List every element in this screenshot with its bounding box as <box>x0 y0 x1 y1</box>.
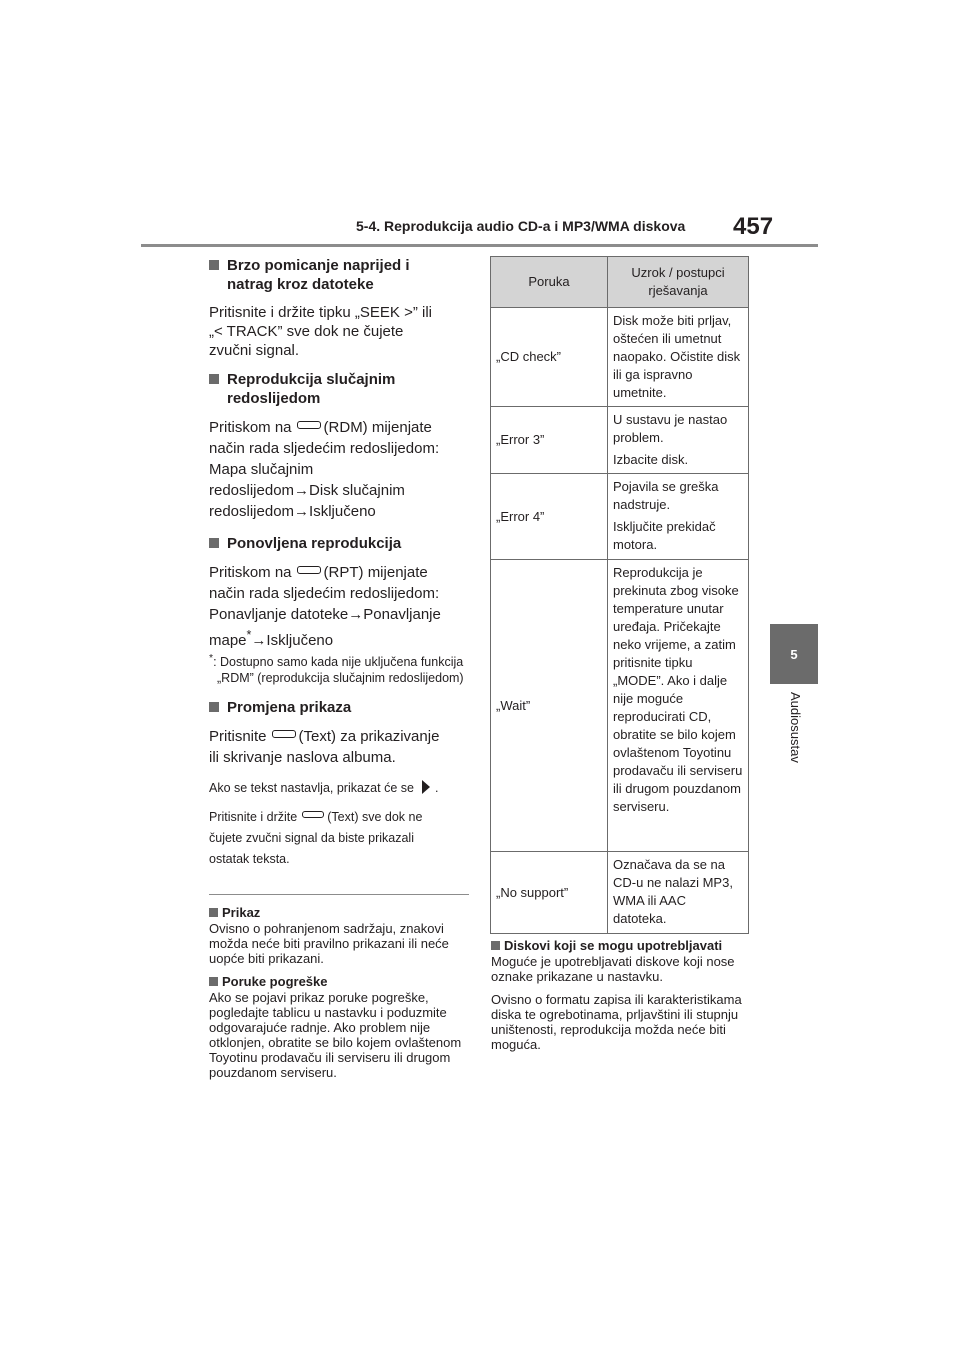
table-header-row <box>491 257 749 308</box>
subheading-error-messages: Poruke pogreške <box>209 974 469 990</box>
text-random: Pritiskom na (RDM) mijenjate način rada sljedećim redoslijedom: Mapa slučajnim redoslijedom→Disk slučajnim redoslijedom→Isključeno <box>209 419 440 520</box>
square-bullet-icon <box>209 908 218 917</box>
play-arrow-icon <box>422 780 430 794</box>
chapter-tab-number: 5 <box>790 646 798 662</box>
table-cell-cause: Reprodukcija je prekinuta zbog visoke temperature unutar uređaja. Pričekajte neko vrijeme, a zatim pritisnite tipku „MODE”. Ako i dalje nije moguće reproducirati CD, obratite se bilo kojem ovlaštenom Toyotinu prodavaču ili serviseru ili drugom pouzdanom serviseru. <box>608 560 749 852</box>
table-row <box>491 308 749 407</box>
chapter-label <box>787 692 807 792</box>
square-bullet-icon <box>209 374 219 384</box>
square-bullet-icon <box>209 538 219 548</box>
text-button-icon <box>272 730 296 738</box>
subheading-display: Prikaz <box>209 905 469 921</box>
square-bullet-icon <box>491 941 500 950</box>
text-repeat: Pritiskom na (RPT) mijenjate način rada sljedećim redoslijedom: Ponavljanje datoteke→Ponavljanje mape*→Isključeno <box>209 564 441 649</box>
arrow-icon: → <box>294 503 310 520</box>
rdm-button-icon <box>297 421 321 429</box>
text-disc-condition: Ovisno o formatu zapisa ili karakteristikama diska te ogrebotinama, prljavštini ili stupnju uništenosti, reprodukcija možda neće biti moguća. <box>491 992 742 1052</box>
footnote: *: Dostupno samo kada nije uključena funkcija „RDM” (reprodukcija slučajnim redoslijedom) <box>209 653 464 686</box>
rpt-button-icon <box>297 566 321 574</box>
table-cell-message: „CD check” <box>491 308 608 407</box>
heading-fast-forward: Brzo pomicanje naprijed i natrag kroz datoteke <box>209 256 469 294</box>
page-number: 457 <box>733 213 774 240</box>
table-cell-message: „Error 4” <box>491 474 608 560</box>
note-continue: Ako se tekst nastavlja, prikazat će se . <box>209 781 439 796</box>
arrow-icon: → <box>251 632 267 649</box>
arrow-icon: → <box>294 482 310 499</box>
right-column-notes <box>491 938 753 1060</box>
heading-repeat: Ponovljena reprodukcija <box>209 534 469 553</box>
note-hold: Pritisnite i držite (Text) sve dok ne čujete zvučni signal da biste prikazali ostatak teksta. <box>209 810 423 867</box>
heading-random: Reprodukcija slučajnim redoslijedom <box>209 370 469 408</box>
table-row <box>491 852 749 934</box>
text-button-icon <box>302 811 324 818</box>
section-divider <box>209 894 469 895</box>
table-cell-message: „Wait” <box>491 560 608 852</box>
table-cell-message: „Error 3” <box>491 407 608 474</box>
table-row <box>491 407 749 474</box>
section-title: 5-4. Reprodukcija audio CD-a i MP3/WMA diskova <box>356 218 686 234</box>
chapter-label-text: Audiosustav <box>788 692 803 763</box>
table-cell-cause: Pojavila se greška nadstruje. Isključite prekidač motora. <box>608 474 749 560</box>
table-cell-cause: Označava da se na CD-u ne nalazi MP3, WMA ili AAC datoteka. <box>608 852 749 934</box>
header-divider <box>141 244 818 247</box>
arrow-icon: → <box>348 606 364 623</box>
table-header-message: Poruka <box>491 257 608 308</box>
chapter-tab <box>770 624 818 684</box>
error-message-table <box>490 256 749 934</box>
table-cell-cause: U sustavu je nastao problem. Izbacite disk. <box>608 407 749 474</box>
heading-display-change: Promjena prikaza <box>209 698 469 717</box>
subheading-usable-discs: Diskovi koji se mogu upotrebljavati <box>491 938 753 954</box>
table-row <box>491 474 749 560</box>
left-column <box>209 256 469 1088</box>
text-display-change: Pritisnite (Text) za prikazivanje ili skrivanje naslova albuma. <box>209 728 440 767</box>
text-usable-discs: Moguće je upotrebljavati diskove koji nose oznake prikazane u nastavku. <box>491 954 735 984</box>
square-bullet-icon <box>209 702 219 712</box>
table-header-cause: Uzrok / postupci rješavanja <box>608 257 749 308</box>
text-error-messages: Ako se pojavi prikaz poruke pogreške, pogledajte tablicu u nastavku i poduzmite odgovarajuće radnje. Ako problem nije otklonjen, obratite se bilo kojem ovlaštenom Toyotinu prodavaču ili serviseru ili drugom pouzdanom serviseru. <box>209 990 462 1081</box>
text-fast-forward: Pritisnite i držite tipku „SEEK >” ili „< TRACK” sve dok ne čujete zvučni signal. <box>209 304 432 359</box>
square-bullet-icon <box>209 977 218 986</box>
square-bullet-icon <box>209 260 219 270</box>
text-display: Ovisno o pohranjenom sadržaju, znakovi možda neće biti pravilno prikazani ili neće uopće biti prikazani. <box>209 921 449 967</box>
table-cell-cause: Disk može biti prljav, oštećen ili umetnut naopako. Očistite disk ili ga ispravno umetnite. <box>608 308 749 407</box>
table-row <box>491 560 749 852</box>
table-cell-message: „No support” <box>491 852 608 934</box>
